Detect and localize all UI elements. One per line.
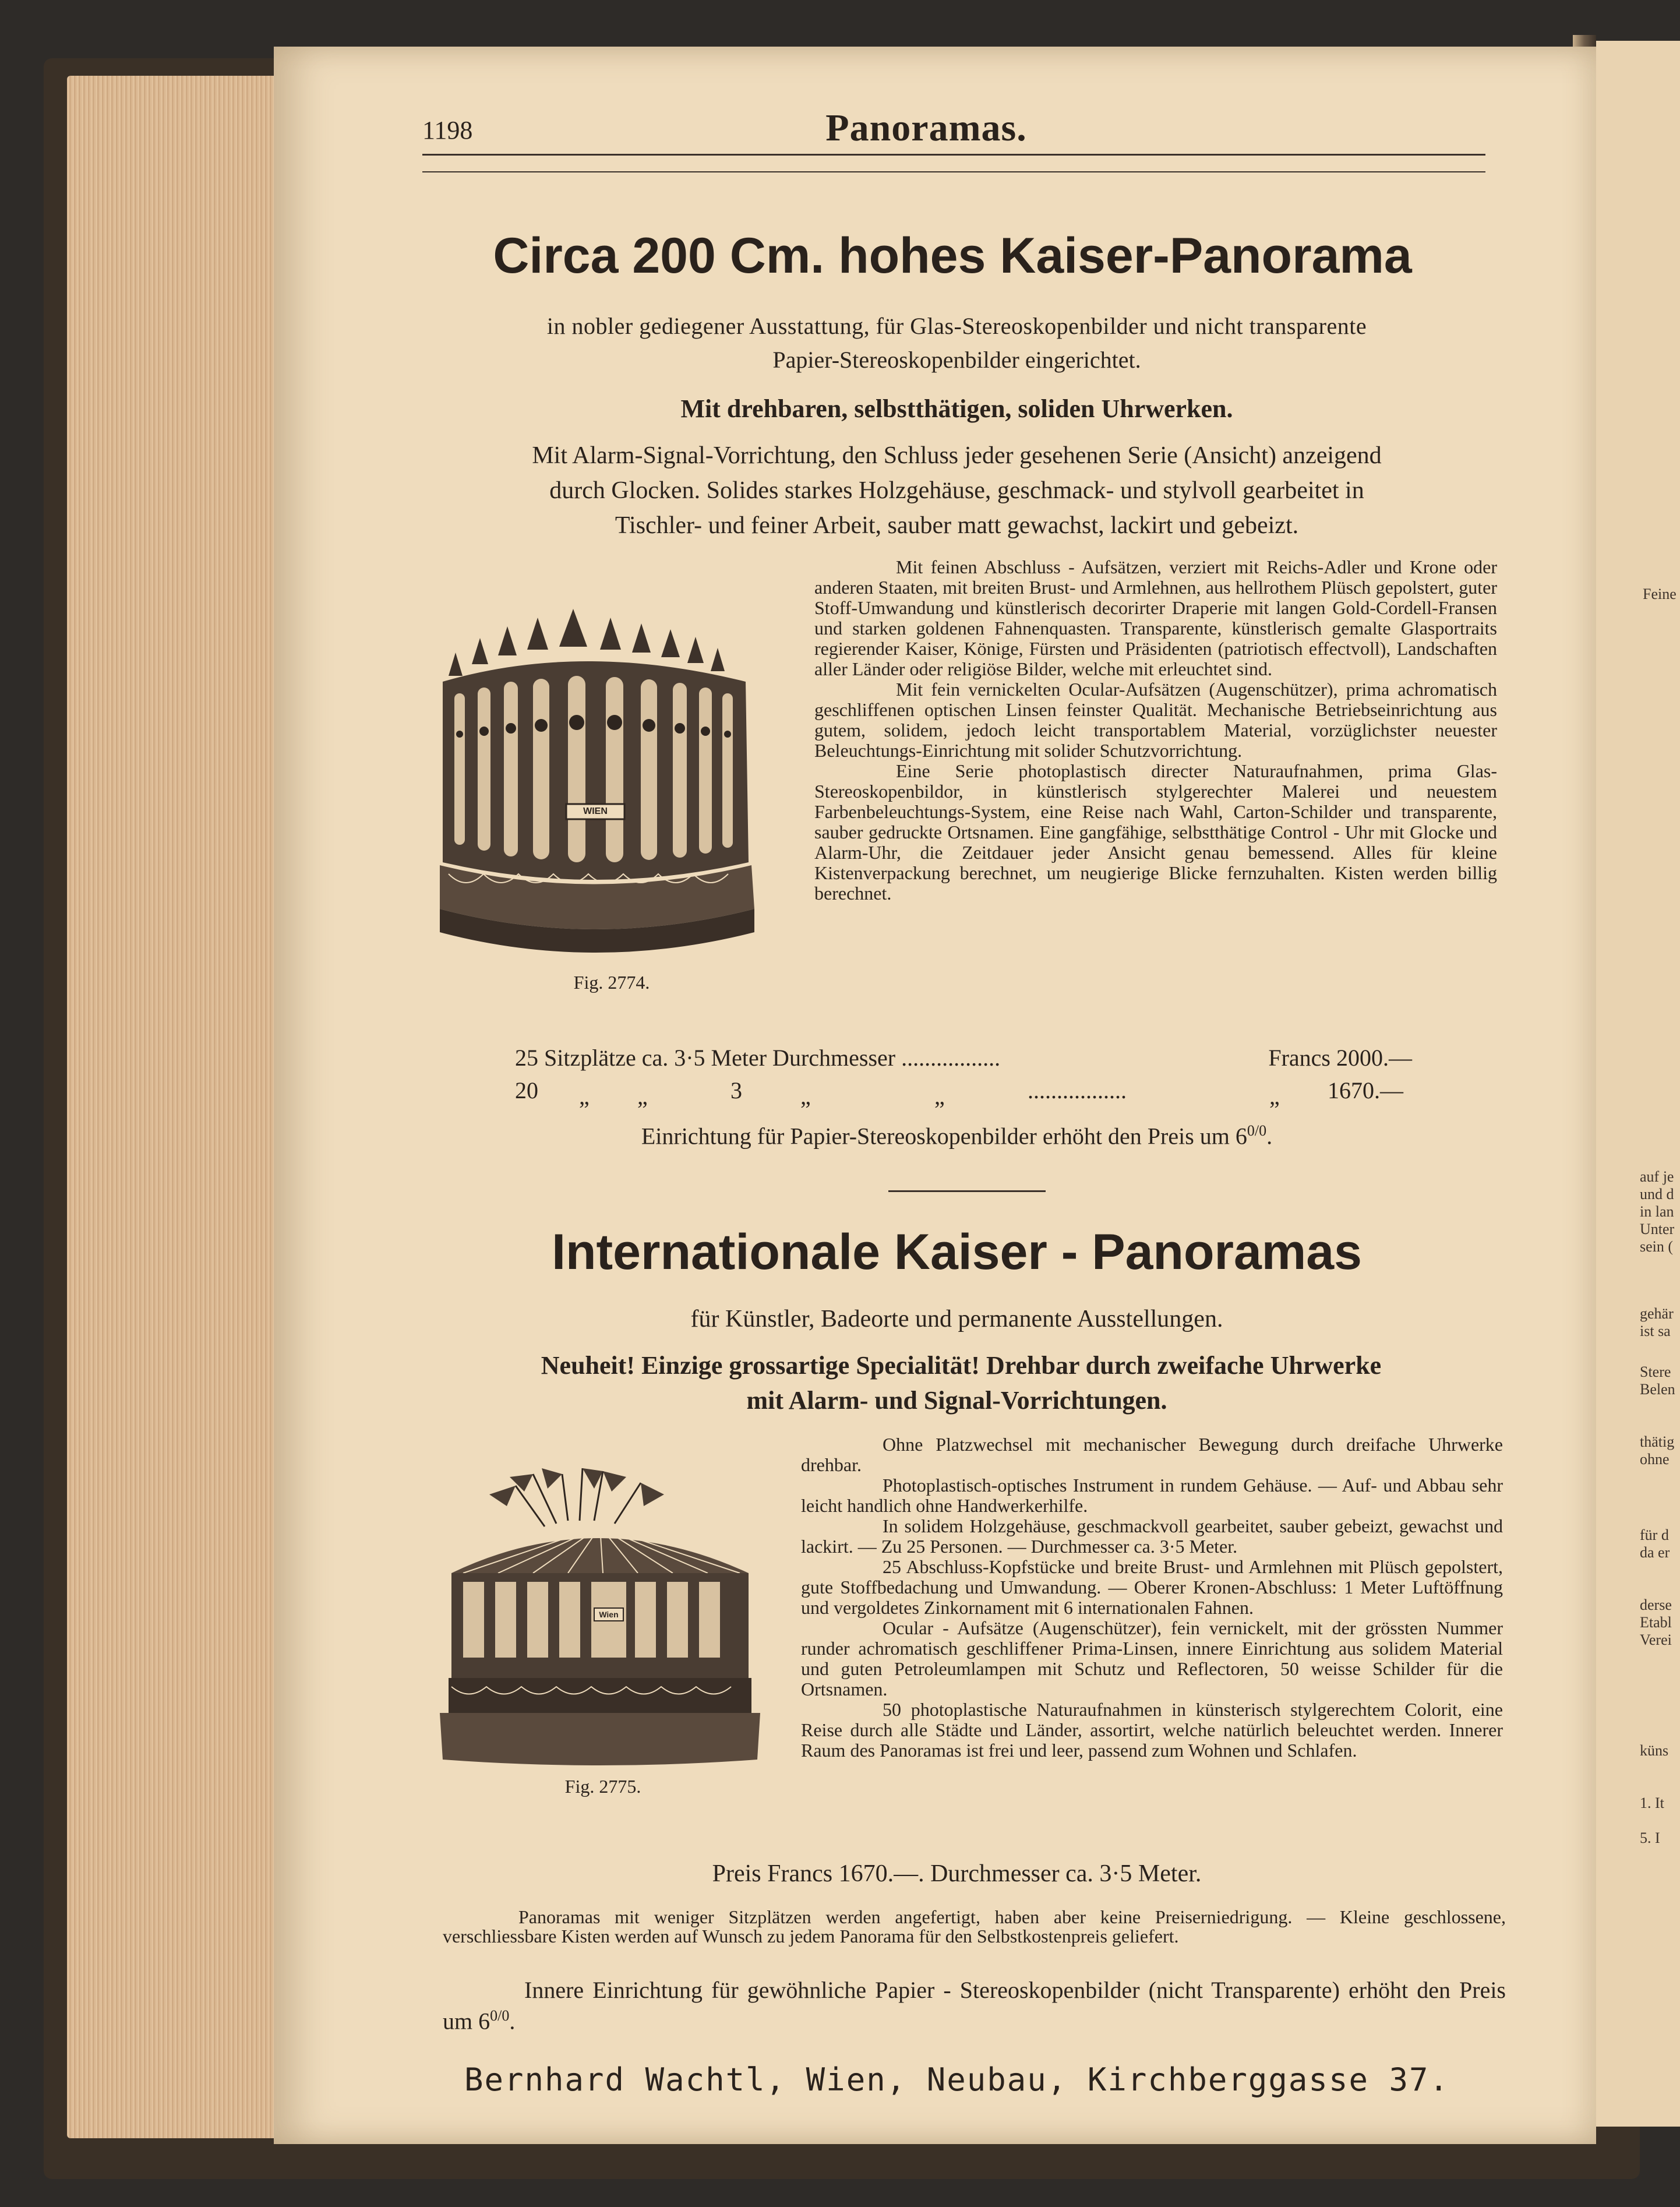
publisher-address: Bernhard Wachtl, Wien, Neubau, Kirchberggasse 37. — [464, 2061, 1450, 2098]
section1-subheading: Mit drehbaren, selbstthätigen, soliden Uhrwerken. — [680, 394, 1233, 423]
section1-description: Mit Alarm-Signal-Vorrichtung, den Schluss jeder gesehenen Serie (Ansicht) anzeigend — [532, 442, 1382, 469]
section1-description: durch Glocken. Solides starkes Holzgehäuse, geschmack- und stylvoll gearbeitet in — [549, 477, 1364, 504]
percent-sign: 0/0 — [490, 2007, 510, 2024]
fragment: auf je — [1640, 1168, 1674, 1185]
period: . — [1266, 1123, 1273, 1150]
seats: 20 — [515, 1077, 538, 1104]
section2-heading: Internationale Kaiser - Panoramas — [552, 1224, 1362, 1280]
fragment: Verei — [1640, 1631, 1672, 1648]
fragment: sein ( — [1640, 1238, 1674, 1255]
section1-description: Tischler- und feiner Arbeit, sauber matt gewachst, lackirt und gebeizt. — [615, 512, 1299, 539]
panorama-illustration-2775 — [440, 1457, 766, 1771]
paragraph: Panoramas mit weniger Sitzplätzen werden angefertigt, haben aber keine Preiserniedrigung. — Kleine geschlossene, verschliessbare Kisten werden auf Wunsch zu jedem Panorama für den Selbstkostenpreis geliefert. — [443, 1906, 1506, 1947]
fragment: für d — [1640, 1526, 1669, 1543]
figure-caption: Fig. 2774. — [573, 972, 650, 993]
percent-sign: 0/0 — [1247, 1122, 1267, 1139]
fragment: und d — [1640, 1186, 1674, 1203]
fragment: Feine — [1643, 586, 1677, 602]
section2-body — [801, 1434, 1503, 1761]
page-edges — [67, 76, 288, 2138]
leader-dots: ................. — [901, 1045, 1001, 1071]
paragraph: Photoplastisch-optisches Instrument in rundem Gehäuse. — Auf- und Abbau sehr leicht handlich ohne Handwerkerhilfe. — [801, 1475, 1503, 1516]
header-rule — [422, 171, 1485, 172]
leader-dots: ................. — [1028, 1077, 1127, 1104]
fragment: Unter — [1640, 1221, 1675, 1238]
paragraph: Ocular - Aufsätze (Augenschützer), fein vernickelt, mit der grössten Nummer runder achromatisch geschliffener Prima-Linsen, innere Einrichtung aus solidem Material und guten Petroleumlampen mit Schutz und Reflectoren, 50 weisse Schilder für die Ortsnamen. — [801, 1617, 1503, 1700]
fragment: Stere — [1640, 1363, 1671, 1380]
section2-price: Preis Francs 1670.—. Durchmesser ca. 3·5 Meter. — [712, 1860, 1202, 1887]
paragraph: 25 Abschluss-Kopfstücke und breite Brust- und Armlehnen mit Plüsch gepolstert, gute Stoffbedachung und Umwandung. — Oberer Kronen-Abschluss: 1 Meter Luftöffnung und vergoldetes Zinkornament mit 6 internationalen Fahnen. — [801, 1556, 1503, 1618]
price-value: 1670.— — [1328, 1077, 1403, 1104]
price-desc: 25 Sitzplätze ca. 3·5 Meter Durchmesser — [515, 1045, 896, 1071]
figure-sign: WIEN — [583, 806, 608, 816]
price-row — [515, 1077, 1412, 1109]
fragment: gehär — [1640, 1305, 1674, 1322]
fragment: 5. I — [1640, 1829, 1660, 1846]
ditto-mark: „ — [579, 1083, 590, 1109]
fragment: derse — [1640, 1596, 1672, 1613]
section-divider — [888, 1190, 1046, 1192]
section1-heading: Circa 200 Cm. hohes Kaiser-Panorama — [493, 228, 1412, 284]
period: . — [509, 2008, 516, 2035]
ditto-mark: „ — [800, 1083, 811, 1109]
section2-tagline: Neuheit! Einzige grossartige Specialität! Drehbar durch zweifache Uhrwerke — [541, 1351, 1382, 1380]
ditto-mark: „ — [1269, 1083, 1280, 1109]
fragment: thätig — [1640, 1433, 1675, 1450]
section2-tagline: mit Alarm- und Signal-Vorrichtungen. — [746, 1386, 1167, 1415]
facing-page — [1596, 41, 1680, 2127]
fragment: da er — [1640, 1544, 1670, 1561]
surcharge-note — [422, 1122, 1491, 1150]
paragraph: Mit fein vernickelten Ocular-Aufsätzen (Augenschützer), prima achromatisch geschliffenen optischen Linsen feinster Qualität. Mechanische Betriebseinrichtung aus gutem, solidem, jedoch leicht transportablem Material, vorzüglichster neuester Beleuchtungs-Einrichtung mit solider Schutzvorrichtung. — [814, 679, 1497, 761]
panorama-illustration-2774 — [437, 606, 786, 967]
paragraph: Mit feinen Abschluss - Aufsätzen, verziert mit Reichs-Adler und Krone oder anderen Staaten, mit breiten Brust- und Armlehnen, aus hellrothem Plüsch gepolstert, guter Stoff-Umwandung und künstlerisch decorirter Draperie mit langen Gold-Cordell-Fransen und starken goldenen Fahnenquasten. Transparente, künstlerisch gemalte Glasportraits regierender Kaiser, Könige, Fürsten und Präsidenten (patriotisch effectvoll), Landschaften aller Länder oder religiöse Bilder, welche mit erleuchtet sind. — [814, 556, 1497, 679]
running-title: Panoramas. — [825, 107, 1027, 149]
section1-intro: Papier-Stereoskopenbilder eingerichtet. — [772, 347, 1141, 373]
fragment: küns — [1640, 1742, 1669, 1759]
price-row — [515, 1044, 1412, 1071]
note-text: Innere Einrichtung für gewöhnliche Papier - Stereoskopenbilder (nicht Transparente) erhöht den Preis um 6 — [443, 1977, 1506, 2035]
diameter: 3 — [730, 1077, 742, 1104]
section2-note — [443, 1908, 1506, 1946]
surcharge-text: Einrichtung für Papier-Stereoskopenbilder erhöht den Preis um 6 — [641, 1123, 1247, 1150]
price-value: Francs 2000.— — [1268, 1045, 1412, 1071]
paragraph: Eine Serie photoplastisch directer Naturaufnahmen, prima Glas-Stereoskopenbildor, in künstlerisch stylgerechter Malerei und neuestem Farbenbeleuchtungs-System, eine Reise nach Wahl, Carton-Schilder und transparente, sauber gedruckte Ortsnamen. Eine gangfähige, selbstthätige Control - Uhr mit Glocke und Alarm-Uhr, die Zeitdauer jeder Ansicht genau bemessend. Alles für kleine Kistenverpackung berechnet, um neugierige Blicke fernzuhalten. Kisten werden billig berechnet. — [814, 760, 1497, 904]
fragment: Belen — [1640, 1381, 1675, 1398]
section2-note — [443, 1977, 1506, 2034]
figure-sign: Wien — [599, 1610, 619, 1619]
fragment: 1. It — [1640, 1794, 1664, 1811]
section2-subtitle: für Künstler, Badeorte und permanente Ausstellungen. — [690, 1306, 1223, 1332]
fragment: in lan — [1640, 1203, 1674, 1220]
ditto-mark: „ — [637, 1083, 648, 1109]
figure-caption: Fig. 2775. — [564, 1776, 641, 1797]
fragment: ohne — [1640, 1451, 1670, 1468]
section1-body — [814, 557, 1497, 904]
paragraph: In solidem Holzgehäuse, geschmackvoll gearbeitet, sauber gebeizt, gewachst und lackirt. — Zu 25 Personen. — Durchmesser ca. 3·5 Meter. — [801, 1515, 1503, 1557]
paragraph: 50 photoplastische Naturaufnahmen in künsterisch stylgerechtem Colorit, eine Reise durch alle Städte und Länder, assortirt, welche natürlich beleuchtet werden. Innerer Raum des Panoramas ist frei und leer, passend zum Wohnen und Schlafen. — [801, 1699, 1503, 1761]
fragment: Etabl — [1640, 1614, 1672, 1631]
paragraph: Ohne Platzwechsel mit mechanischer Bewegung durch dreifache Uhrwerke drehbar. — [801, 1434, 1503, 1475]
ditto-mark: „ — [934, 1083, 945, 1109]
section1-intro: in nobler gediegener Ausstattung, für Glas-Stereoskopenbilder und nicht transparente — [546, 313, 1367, 339]
page-number: 1198 — [422, 116, 473, 144]
fragment: ist sa — [1640, 1323, 1671, 1339]
header-rule — [422, 154, 1485, 156]
